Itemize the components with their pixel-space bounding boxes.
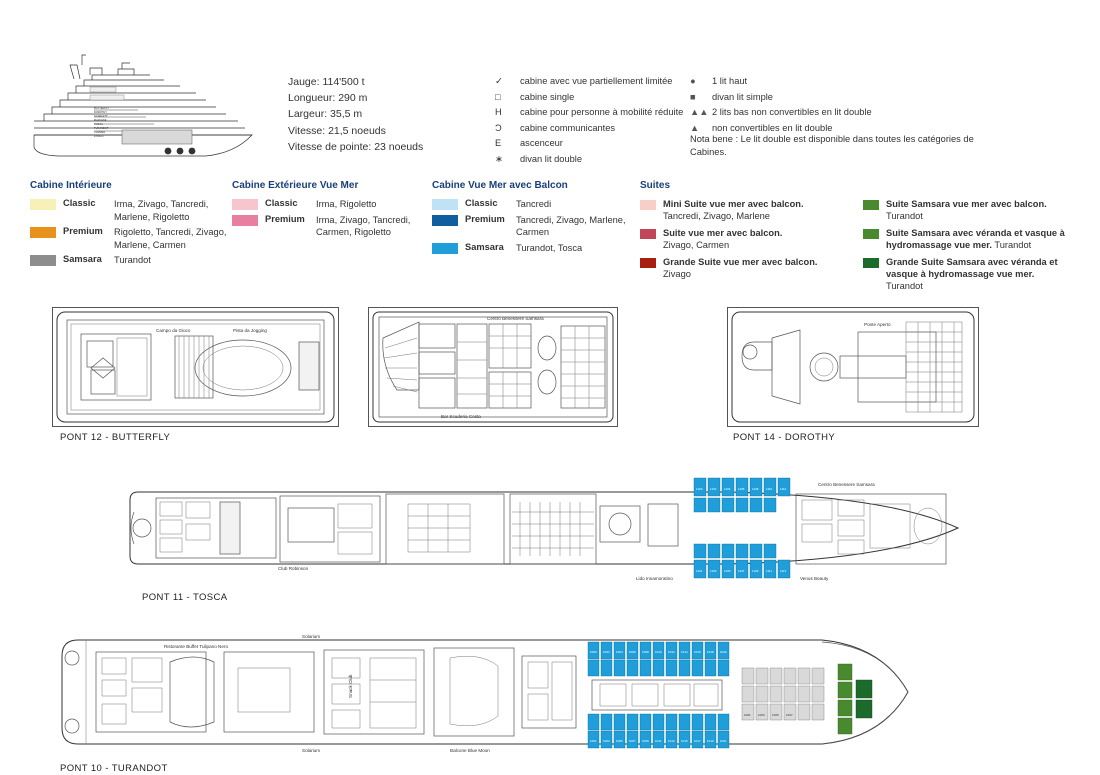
cabin-number: 1008 [642, 650, 649, 654]
room-label: Lido Innamoratino [636, 576, 673, 581]
legend-item [495, 136, 683, 152]
legend-title: Suites [640, 180, 671, 191]
color-swatch [863, 200, 879, 210]
legend-row [640, 198, 845, 223]
cabin-number: 1108 [752, 487, 759, 491]
cabin-number: 1017 [694, 739, 701, 743]
cabin-number: 1006 [629, 650, 636, 654]
filled-square-icon: ■ [690, 91, 696, 102]
room-label: Club Robinson [278, 566, 309, 571]
category-name: Samsara [465, 241, 504, 252]
cabin-number: 1101 [696, 569, 703, 573]
category-desc: Tancredi, Zivago, Marlene, Carmen [516, 214, 626, 238]
elevator-icon: E [495, 138, 502, 149]
double-triangle-icon: ▲▲ [690, 107, 709, 118]
legend-row [863, 227, 1068, 252]
legend-item [690, 74, 872, 90]
legend-row [640, 256, 845, 281]
svg-text:SCARLETT: SCARLETT [94, 115, 108, 118]
color-swatch [863, 258, 879, 268]
legend-interior-cabins [30, 180, 230, 270]
category-name: Classic [465, 198, 498, 208]
color-swatch [30, 199, 56, 210]
accessible-icon: H [495, 107, 502, 118]
legend-item [495, 90, 683, 106]
suite-title: Suite Samsara avec véranda et vasque à hydromassage vue mer. [886, 227, 1065, 251]
deck-plan-dorothy [727, 307, 979, 427]
cabin-number: 1109 [752, 569, 759, 573]
svg-text:DOROTHY: DOROTHY [94, 111, 107, 114]
cabin-number: 1003 [758, 713, 765, 717]
cabin-number: 1015 [681, 739, 688, 743]
cabin-number: 1002 [603, 650, 610, 654]
room-label: Solarium [302, 634, 321, 639]
suite-title: Suite Samsara vue mer avec balcon. [886, 199, 1047, 209]
category-desc: Irma, Rigoletto [316, 199, 377, 209]
cabin-number: 1010 [655, 650, 662, 654]
cabin-number: 1007 [786, 713, 793, 717]
cabin-number: 1000 [590, 650, 597, 654]
legend-suites [640, 180, 1080, 297]
nota-bene-text: Nota bene : Le lit double est disponible dans toutes les catégories de Cabines. [690, 134, 974, 157]
svg-text:MARLENE: MARLENE [94, 119, 107, 122]
legend-row [640, 227, 845, 252]
deck-plan-butterfly [52, 307, 339, 427]
category-desc: Irma, Zivago, Tancredi, Marlene, Rigoletto [114, 199, 209, 222]
ship-silhouette [30, 35, 260, 160]
color-swatch [640, 258, 656, 268]
category-name: Classic [265, 198, 298, 208]
cabin-number: 1012 [668, 650, 675, 654]
deck-label-turandot: PONT 10 - TURANDOT [60, 763, 168, 774]
spec-max-speed: Vitesse de pointe: 23 noeuds [288, 140, 424, 153]
cabin-number: 1020 [720, 650, 727, 654]
category-desc: Rigoletto, Tancredi, Zivago, Marlene, Carmen [114, 227, 227, 250]
cabin-number: 1113 [780, 569, 787, 573]
room-label: Balcone Blue Moon [450, 748, 490, 753]
cabin-number: 1106 [738, 487, 745, 491]
cabin-number: 1102 [710, 487, 717, 491]
suite-desc: Zivago, Carmen [663, 240, 730, 251]
deck-label-dorothy: PONT 14 - DOROTHY [733, 432, 836, 443]
legend-row [30, 198, 230, 223]
legend-oceanview-cabins [232, 180, 427, 242]
suite-desc: Turandot [886, 281, 923, 292]
legend-item [495, 152, 683, 168]
color-swatch [232, 199, 258, 210]
category-name: Premium [63, 226, 103, 237]
suites-column-right [863, 198, 1068, 297]
cabin-number: 1014 [681, 650, 688, 654]
check-icon: ✓ [495, 76, 503, 86]
suite-title: Grande Suite vue mer avec balcon. [663, 256, 818, 267]
legend-title: Cabine Vue Mer avec Balcon [432, 180, 568, 191]
suite-title: Suite vue mer avec balcon. [663, 227, 783, 238]
deck-label-butterfly: PONT 12 - BUTTERFLY [60, 432, 171, 443]
cabin-number: 1001 [590, 739, 597, 743]
legend-item [690, 90, 872, 106]
sofa-bed-icon: ∗ [495, 153, 503, 164]
legend-title: Cabine Intérieure [30, 180, 112, 191]
room-label: Bar Scuderia Costa [441, 414, 481, 419]
legend-title: Cabine Extérieure Vue Mer [232, 180, 359, 191]
cabin-number: 1005 [616, 739, 623, 743]
spec-tonnage: Jauge: 114'500 t [288, 76, 365, 88]
cabin-number: 1112 [780, 487, 787, 491]
legend-row [863, 256, 1068, 293]
room-label: Centro Benessere Samsara [818, 482, 875, 487]
spec-speed: Vitesse: 21,5 noeuds [288, 124, 386, 137]
svg-text:TOSCA: TOSCA [94, 123, 103, 126]
category-name: Premium [265, 213, 305, 224]
cabin-number: 1001 [744, 713, 751, 717]
legend-text: 1 lit haut [712, 76, 748, 86]
category-desc: Irma, Zivago, Tancredi, Carmen, Rigoletto [316, 214, 411, 238]
ship-specs [288, 74, 423, 155]
suite-title: Mini Suite vue mer avec balcon. [663, 199, 804, 209]
svg-text:ZIVAGO: ZIVAGO [94, 135, 104, 138]
legend-item [495, 74, 683, 90]
cabin-number: 1018 [707, 650, 714, 654]
deck-plan-tosca [128, 468, 968, 588]
legend-text: divan lit simple [712, 91, 773, 102]
svg-text:BUTTERFLY: BUTTERFLY [94, 107, 109, 110]
category-desc: Tancredi [516, 199, 552, 209]
suite-desc: Tancredi, Zivago, Marlene [663, 211, 770, 222]
color-swatch [432, 243, 458, 254]
room-label: Campo da Gioco [156, 328, 191, 333]
cabin-number: 1003 [603, 739, 610, 743]
room-label: Ponte Aperto [864, 322, 891, 327]
deck-plan-scarlett [368, 307, 618, 427]
suite-title: Grande Suite Samsara avec véranda et vasque à hydromassage vue mer. [886, 256, 1058, 280]
circle-icon: ● [690, 76, 696, 86]
cabin-number: 1019 [707, 739, 714, 743]
cabin-number: 1104 [724, 487, 731, 491]
deck-label-tosca: PONT 11 - TOSCA [142, 592, 228, 603]
legend-item [495, 105, 683, 121]
category-name: Classic [63, 198, 96, 208]
legend-item [495, 121, 683, 137]
room-label: Pista da Jogging [233, 328, 267, 333]
cabin-number: 1110 [766, 487, 773, 491]
svg-text:TURANDOT: TURANDOT [94, 127, 109, 130]
bed-legend [690, 74, 872, 136]
color-swatch [863, 229, 879, 239]
legend-text: cabine single [520, 91, 575, 102]
cabin-number: 1016 [694, 650, 701, 654]
symbol-legend [495, 74, 683, 168]
color-swatch [640, 229, 656, 239]
spec-length: Longueur: 290 m [288, 92, 368, 105]
category-desc: Turandot [114, 255, 151, 266]
cabin-number: 1105 [724, 569, 731, 573]
legend-text: cabine communicantes [520, 122, 616, 133]
room-label: Solarium [302, 748, 321, 753]
legend-row [232, 198, 427, 211]
room-label: Venus Beauty [800, 576, 829, 581]
category-name: Samsara [63, 254, 102, 265]
legend-row [432, 198, 632, 211]
spec-width: Largeur: 35,5 m [288, 108, 363, 121]
legend-row [432, 214, 632, 239]
legend-text: 2 lits bas non convertibles en lit double [712, 107, 872, 118]
suites-column-left [640, 198, 845, 297]
legend-text: cabine avec vue partiellement limitée [520, 76, 673, 86]
deck-plan-turandot [52, 628, 942, 756]
legend-row [232, 214, 427, 239]
cabin-number: 1103 [710, 569, 717, 573]
room-label: Ristorante Buffet Tulipano Nero [164, 644, 229, 649]
cabin-number: 1013 [668, 739, 675, 743]
cabin-number: 1009 [642, 739, 649, 743]
cabin-number: 1007 [629, 739, 636, 743]
legend-text: divan lit double [520, 153, 583, 164]
cabin-number: 1021 [720, 739, 727, 743]
suite-desc: Turandot [994, 240, 1032, 251]
color-swatch [30, 255, 56, 266]
legend-text: ascenceur [520, 138, 563, 149]
svg-text:CARMEN: CARMEN [94, 131, 106, 134]
cabin-number: 1005 [772, 713, 779, 717]
cabin-number: 1107 [738, 569, 745, 573]
legend-item [690, 105, 872, 121]
suite-desc: Turandot [886, 211, 923, 222]
legend-row [432, 242, 632, 255]
cabin-number: 1111 [766, 569, 773, 573]
color-swatch [30, 227, 56, 238]
category-desc: Turandot, Tosca [516, 242, 583, 253]
cabin-number: 1004 [616, 650, 623, 654]
connecting-icon: Ɔ [495, 122, 502, 133]
suite-desc: Zivago [663, 269, 691, 280]
legend-text: cabine pour personne à mobilité réduite [520, 107, 684, 118]
category-name: Premium [465, 213, 505, 224]
legend-text: non convertibles en lit double [712, 122, 833, 133]
room-label: Snack Club [348, 674, 353, 698]
triangle-icon: ▲ [690, 122, 700, 133]
legend-row [863, 198, 1068, 223]
legend-row [30, 254, 230, 267]
room-label: Centro Benessere Samsara [487, 316, 544, 321]
color-swatch [432, 215, 458, 226]
legend-balcony-cabins [432, 180, 632, 257]
color-swatch [640, 200, 656, 210]
legend-row [30, 226, 230, 251]
square-icon: □ [495, 91, 501, 102]
cabin-number: 1100 [696, 487, 703, 491]
color-swatch [432, 199, 458, 210]
cabin-number: 1011 [655, 739, 662, 743]
color-swatch [232, 215, 258, 226]
